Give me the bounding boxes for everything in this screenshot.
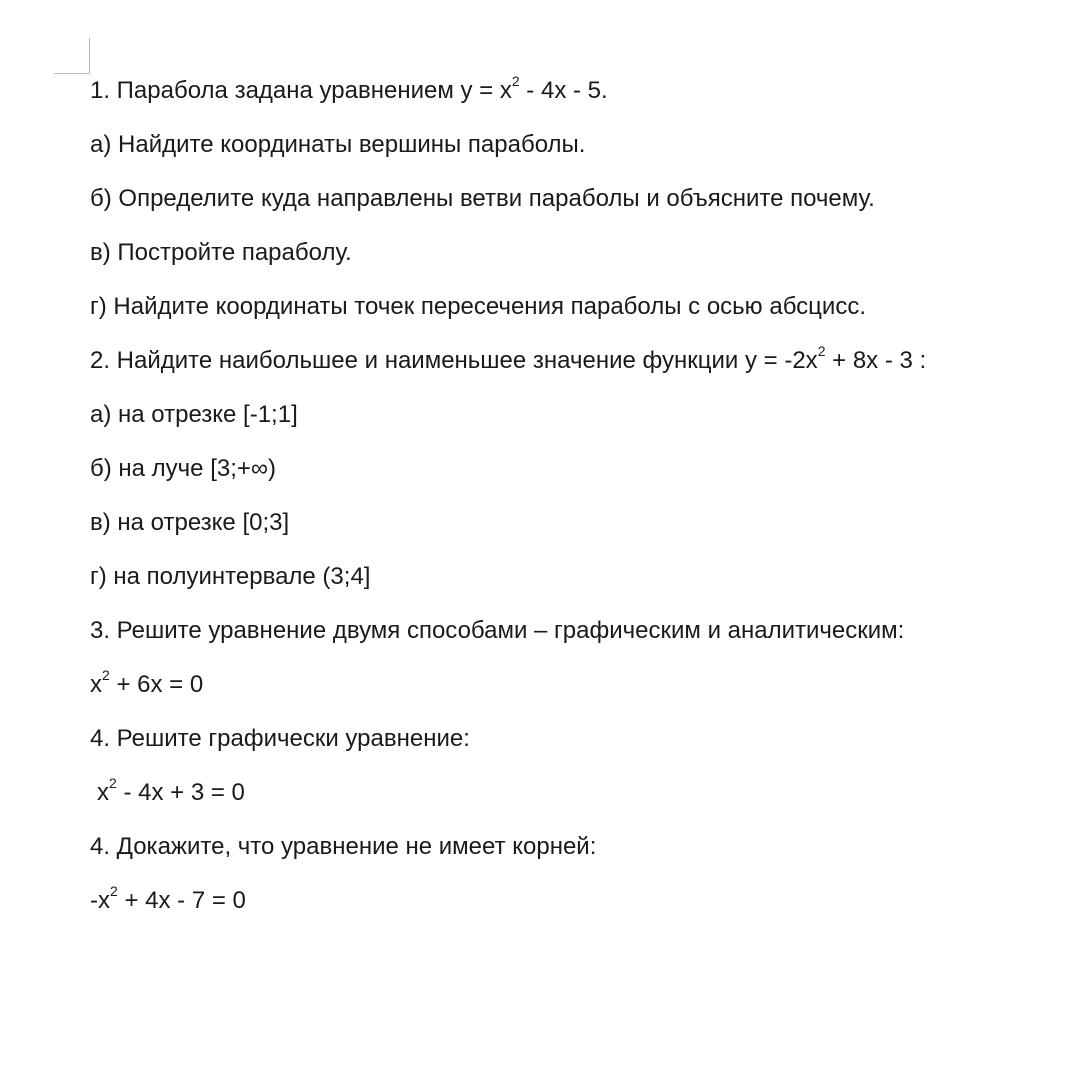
task-1b: б) Определите куда направлены ветви параболы и объясните почему. xyxy=(90,185,875,212)
task-1g: г) Найдите координаты точек пересечения параболы с осью абсцисс. xyxy=(90,293,866,320)
document-body xyxy=(90,68,1050,932)
task-2b: б) на луче [3;+∞) xyxy=(90,455,276,482)
task-4-equation: $х^2 - 4х + 3 = 0$ xyxy=(97,775,245,806)
page-corner-mark xyxy=(54,38,90,74)
task-3-statement: 3. Решите уравнение двумя способами – графическим и аналитическим: xyxy=(90,617,905,644)
task-2v: в) на отрезке [0;3] xyxy=(90,509,290,536)
task-2-statement: 2. Найдите наибольшее и наименьшее значение функции $у = -2х^2 + 8х - 3$ : xyxy=(90,343,927,374)
task-2g: г) на полуинтервале (3;4] xyxy=(90,563,371,590)
task-2a: а) на отрезке [-1;1] xyxy=(90,401,298,428)
task-3-equation: $х^2 + 6х = 0$ xyxy=(90,667,204,698)
task-1-statement: 1. Парабола задана уравнением $у = х^2 - 4х - 5$. xyxy=(90,73,608,104)
task-4-statement: 4. Решите графически уравнение: xyxy=(90,725,470,752)
task-1a: а) Найдите координаты вершины параболы. xyxy=(90,131,586,158)
task-5-statement: 4. Докажите, что уравнение не имеет корней: xyxy=(90,833,597,860)
task-1v: в) Постройте параболу. xyxy=(90,239,352,266)
task-5-equation: $-х^2 + 4х - 7 = 0$ xyxy=(90,883,246,914)
